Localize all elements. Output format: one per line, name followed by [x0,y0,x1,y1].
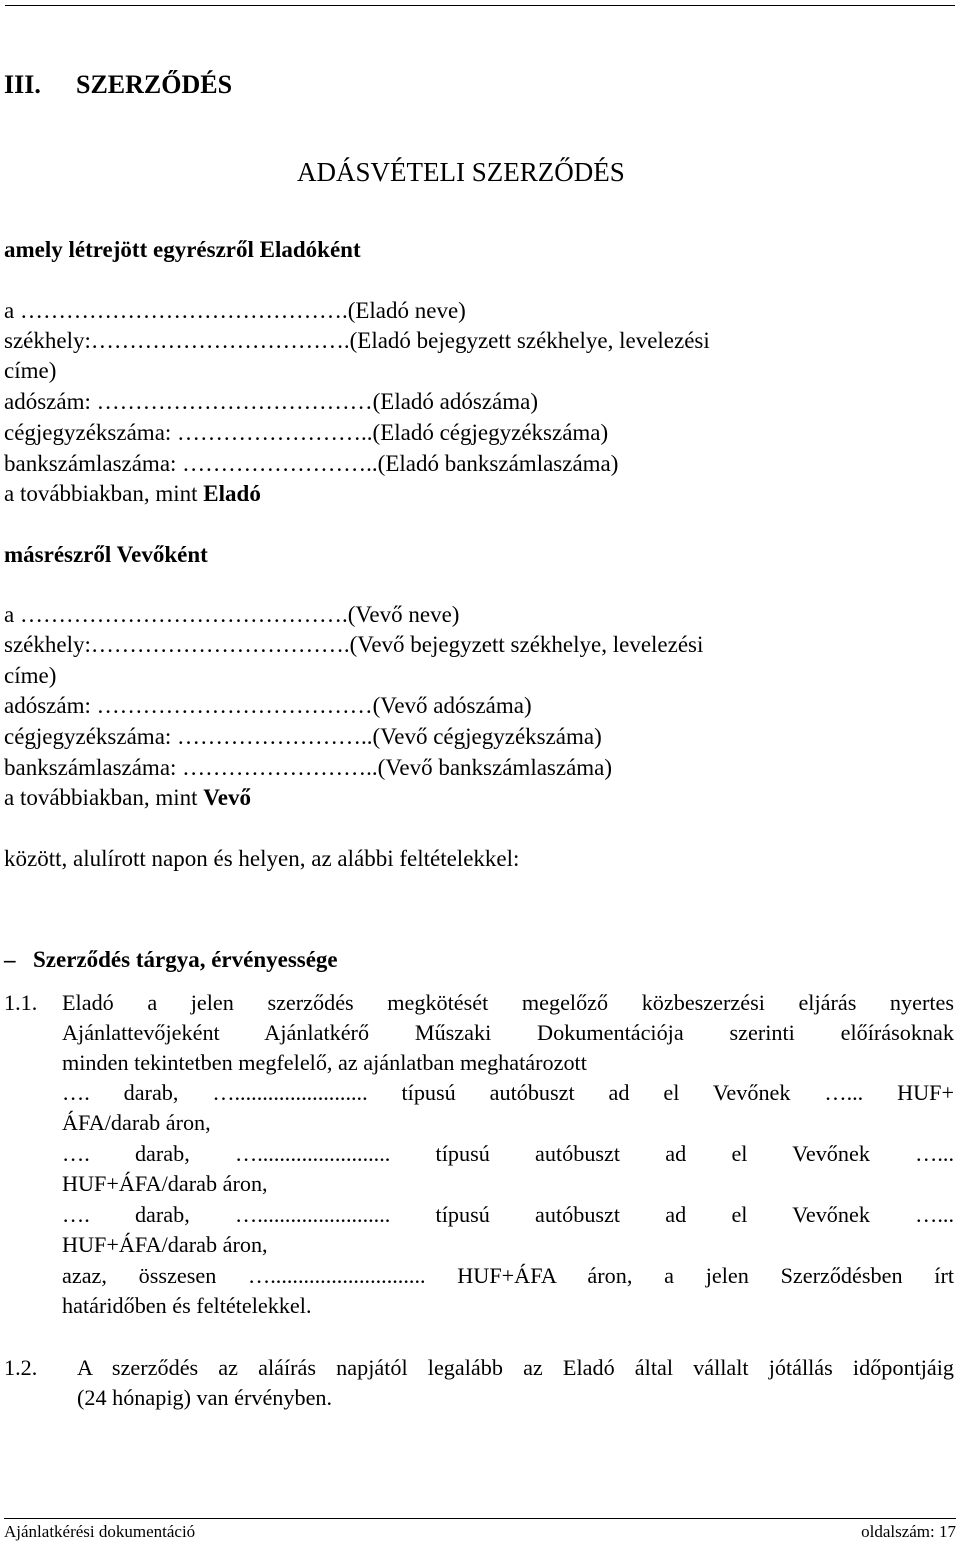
buyer-hereinafter-prefix: a továbbiakban, mint [4,785,204,810]
clause-1-1-total-cont: határidőben és feltételekkel. [62,1293,312,1318]
seller-company-reg-line: cégjegyzékszáma: ……………………..(Eladó cégjegyzékszáma) [4,420,609,445]
document-title: ADÁSVÉTELI SZERZŐDÉS [297,157,625,187]
clause-1-1-item-3: …. darab, …........................ típusú autóbuszt ad el Vevőnek …... [62,1202,954,1227]
seller-intro: amely létrejött egyrészről Eladóként [4,237,361,262]
seller-role: Eladó [203,481,261,506]
seller-seat-line: székhely:…………………………….(Eladó bejegyzett székhelye, levelezési [4,328,710,353]
top-border-line [5,5,955,6]
footer-rule [4,1518,956,1519]
clause-1-2-number: 1.2. [4,1355,38,1380]
buyer-bank-line: bankszámlaszáma: ……………………..(Vevő bankszámlaszáma) [4,755,613,780]
seller-name-line: a …………………………………….(Eladó neve) [4,298,466,323]
clause-1-2-line-1: A szerződés az aláírás napjától legalább az Eladó által vállalt jótállás időpontjáig [77,1355,954,1380]
seller-tax-line: adószám: ………………………………(Eladó adószáma) [4,389,538,414]
buyer-intro: másrészről Vevőként [4,542,208,567]
subject-heading-bullet: – [4,947,16,972]
section-number: III. [4,70,41,99]
buyer-company-reg-line: cégjegyzékszáma: ……………………..(Vevő cégjegyzékszáma) [4,724,602,749]
buyer-seat-line: székhely:…………………………….(Vevő bejegyzett székhelye, levelezési [4,632,704,657]
clause-1-1-item-3-cont: HUF+ÁFA/darab áron, [62,1232,268,1257]
buyer-tax-line: adószám: ………………………………(Vevő adószáma) [4,693,532,718]
seller-bank-line: bankszámlaszáma: ……………………..(Eladó bankszámlaszáma) [4,451,619,476]
buyer-hereinafter [4,783,251,813]
between-line: között, alulírott napon és helyen, az alábbi feltételekkel: [4,846,520,871]
clause-1-1-line-1: Eladó a jelen szerződés megkötését megelőző közbeszerzési eljárás nyertes [62,990,954,1015]
section-heading [4,68,232,102]
buyer-seat-line-cont: címe) [4,663,57,688]
section-title: SZERZŐDÉS [76,70,233,99]
footer-document-name: Ajánlatkérési dokumentáció [4,1522,196,1541]
clause-1-2-line-2: (24 hónapig) van érvényben. [77,1385,333,1410]
clause-1-1-number: 1.1. [4,990,38,1015]
buyer-role: Vevő [203,785,252,810]
clause-1-1-line-3: minden tekintetben megfelelő, az ajánlatban meghatározott [62,1050,587,1075]
subject-heading-text: Szerződés tárgya, érvényessége [33,947,338,972]
clause-1-1-total: azaz, összesen …............................ HUF+ÁFA áron, a jelen Szerződésben írt [62,1263,954,1288]
buyer-name-line: a …………………………………….(Vevő neve) [4,602,460,627]
seller-hereinafter-prefix: a továbbiakban, mint [4,481,204,506]
clause-1-1-item-1-cont: ÁFA/darab áron, [62,1110,211,1135]
footer-page-number: oldalszám: 17 [861,1522,956,1541]
seller-seat-line-cont: címe) [4,358,57,383]
clause-1-1-line-2: Ajánlattevőjeként Ajánlatkérő Műszaki Dokumentációja szerinti előírásoknak [62,1020,954,1045]
clause-1-1-item-2: …. darab, …........................ típusú autóbuszt ad el Vevőnek …... [62,1141,954,1166]
subject-heading [4,945,338,975]
clause-1-1-item-2-cont: HUF+ÁFA/darab áron, [62,1171,268,1196]
clause-1-1-item-1: …. darab, …........................ típusú autóbuszt ad el Vevőnek …... HUF+ [62,1080,954,1105]
seller-hereinafter [4,479,261,509]
